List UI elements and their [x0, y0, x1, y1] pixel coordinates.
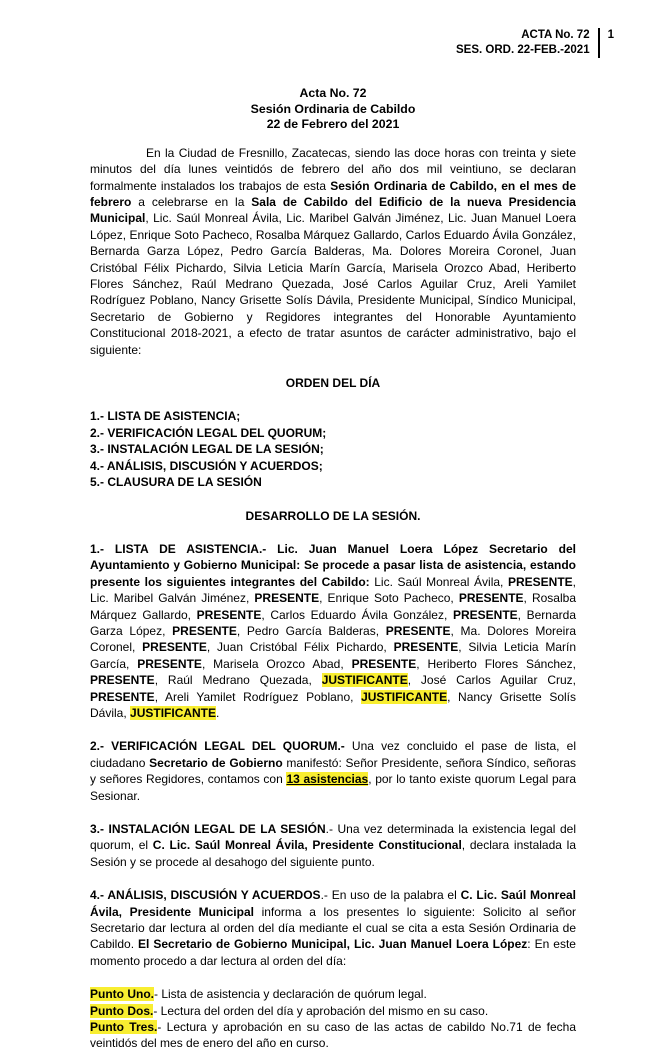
title-line-acta: Acta No. 72 — [299, 86, 367, 100]
text-segment: , declara instalada la Sesión y se procede al desahogo del siguiente punto. — [90, 838, 576, 869]
text-segment: manifestó: Señor Presidente, señora Síndico, señoras y señores Regidores, contamos con — [90, 755, 577, 787]
puntos-block — [90, 986, 576, 1052]
text-segment: Punto Tres. — [90, 1020, 158, 1035]
text-segment: PRESENTE — [385, 623, 451, 638]
text-segment: 2.- VERIFICACIÓN LEGAL DEL QUORUM.- — [90, 739, 352, 754]
orden-item-1: 1.- LISTA DE ASISTENCIA; — [90, 409, 241, 424]
text-segment: , Juan Cristóbal Félix Pichardo, — [206, 640, 394, 655]
text-segment: PRESENTE — [254, 591, 320, 606]
text-segment: , Marisela Orozco Abad, — [201, 656, 352, 671]
text-segment: PRESENTE — [393, 640, 459, 655]
text-segment: 4.- ANÁLISIS, DISCUSIÓN Y ACUERDOS — [90, 888, 321, 903]
text-segment: , Lic. Maribel Galván Jiménez, — [90, 574, 576, 606]
text-segment: Una vez concluido el pase de lista, el ciudadano — [90, 739, 576, 770]
text-segment: PRESENTE — [137, 656, 202, 671]
section-4-analisis-acuerdos — [90, 887, 576, 969]
intro-paragraph — [90, 145, 576, 358]
text-segment: PRESENTE — [172, 623, 237, 638]
text-segment: - Lectura del orden del día y aprobación del mismo en su caso. — [153, 1003, 489, 1018]
text-segment: , Lic. Saúl Monreal Ávila, Lic. Maribel Galván Jiménez, Lic. Juan Manuel Loera López, Enrique Soto Pacheco, Rosalba Márquez Gallardo, Carlos Eduardo Ávila González, Bernarda Garza López, Pedro García Balderas, Ma. Dolores Moreira Coronel, Juan Cristóbal Félix Pichardo, Silvia Leticia Marín García, Marisela Orozco Abad, Heriberto Flores Sánchez, Raúl Medrano Quezada, José Carlos Aguilar Cruz, Areli Yamilet Rodríguez Poblano, Nancy Grisette Solís Dávila, Presidente Municipal, Síndico Municipal, Secretario de Gobierno y Regidores integrantes del Honorable Ayuntamiento Constitucional 2018-2021, a efecto de tratar asuntos de carácter administrativo, bajo el siguiente: — [90, 211, 576, 357]
text-segment: JUSTIFICANTE — [130, 705, 217, 720]
text-segment: Lic. Saúl Monreal Ávila, — [374, 574, 508, 589]
text-segment: - Lista de asistencia y declaración de quórum legal. — [153, 987, 427, 1002]
page-header — [456, 28, 614, 58]
text-segment: 13 asistencias — [286, 772, 369, 787]
page-number: 1 — [607, 29, 614, 41]
text-segment: , Bernarda Garza López, — [90, 607, 576, 638]
text-segment: , Raúl Medrano Quezada, — [154, 673, 322, 688]
text-segment: Punto Dos. — [90, 1003, 154, 1018]
title-line-session: Sesión Ordinaria de Cabildo — [250, 101, 416, 116]
text-segment: Sala de Cabildo del Edificio de la nueva Presidencia Municipal — [90, 195, 576, 226]
header-lines — [456, 28, 590, 58]
text-segment: , Ma. Dolores Moreira Coronel, — [90, 623, 577, 655]
text-segment: . — [216, 705, 220, 720]
text-segment: Secretario de Gobierno — [149, 755, 283, 770]
text-segment: , Nancy Grisette Solís Dávila, — [90, 689, 576, 720]
section-3-instalacion-legal — [90, 821, 576, 870]
text-segment: PRESENTE — [452, 607, 518, 622]
orden-item-3: 3.- INSTALACIÓN LEGAL DE LA SESIÓN; — [90, 442, 324, 457]
text-segment: , Enrique Soto Pacheco, — [319, 591, 459, 606]
text-segment: PRESENTE — [458, 591, 524, 606]
title-line-date: 22 de Febrero del 2021 — [266, 117, 400, 132]
punto-dos-line — [90, 1003, 576, 1019]
text-segment: Punto Uno. — [90, 987, 154, 1002]
text-segment: PRESENTE — [90, 673, 155, 688]
text-segment: - Lectura y aprobación en su caso de las actas de cabildo No.71 de fecha veintidós del mes de enero del año en curso. — [90, 1020, 576, 1051]
text-segment: , Carlos Eduardo Ávila González, — [261, 607, 453, 622]
text-segment: 3.- INSTALACIÓN LEGAL DE LA SESIÓN — [90, 822, 326, 836]
orden-item-5: 5.- CLAUSURA DE LA SESIÓN — [90, 475, 262, 490]
orden-item-2: 2.- VERIFICACIÓN LEGAL DEL QUORUM; — [90, 425, 327, 440]
text-segment: a celebrarse en la — [131, 195, 252, 209]
session-line: SES. ORD. 22-FEB.-2021 — [456, 44, 590, 56]
text-segment: , Areli Yamilet Rodríguez Poblano, — [154, 689, 362, 704]
text-segment: JUSTIFICANTE — [361, 689, 448, 704]
orden-item-4: 4.- ANÁLISIS, DISCUSIÓN Y ACUERDOS; — [90, 458, 323, 473]
text-segment: , Heriberto Flores Sánchez, — [416, 656, 577, 671]
text-segment: PRESENTE — [351, 656, 417, 671]
text-segment: C. Lic. Saúl Monreal Ávila, Presidente Constitucional — [152, 838, 462, 853]
text-segment: PRESENTE — [90, 689, 155, 704]
text-segment: , Pedro García Balderas, — [236, 623, 386, 638]
text-segment: En la Ciudad de Fresnillo, Zacatecas, siendo las doce horas con treinta y siete minutos del día lunes veintidós de febrero del año dos mil veintiuno, se declaran formalmente instalados los trabajos de esta — [90, 145, 576, 193]
section-2-verificacion-quorum — [90, 738, 576, 804]
text-segment: : En este momento procedo a dar lectura al orden del día: — [90, 937, 576, 968]
text-segment: , Silvia Leticia Marín García, — [90, 640, 577, 671]
header-divider — [598, 28, 600, 58]
section-1-lista-asistencia — [90, 541, 576, 721]
text-segment: 1.- LISTA DE ASISTENCIA.- Lic. Juan Manuel Loera López Secretario del Ayuntamiento y Gobierno Municipal: Se procede a pasar lista de asistencia, estando presente los siguientes integrantes del Cabildo: — [90, 541, 576, 589]
text-segment: , por lo tanto existe quorum Legal para Sesionar. — [90, 772, 576, 803]
text-segment: .- Una vez determinada la existencia legal del quorum, el — [90, 822, 576, 853]
text-segment: El Secretario de Gobierno Municipal, Lic. Juan Manuel Loera López — [138, 937, 528, 952]
acta-number-line: ACTA No. 72 — [521, 29, 590, 41]
orden-del-dia-list — [90, 408, 576, 490]
text-segment: Sesión Ordinaria de Cabildo, en el mes de febrero — [90, 178, 577, 209]
heading-desarrollo: DESARROLLO DE LA SESIÓN. — [245, 508, 421, 523]
text-segment: PRESENTE — [507, 574, 573, 589]
text-segment: , José Carlos Aguilar Cruz, — [407, 673, 576, 688]
document-title — [90, 86, 576, 133]
text-segment: PRESENTE — [142, 640, 207, 655]
text-segment: , Rosalba Márquez Gallardo, — [90, 591, 576, 622]
text-segment: JUSTIFICANTE — [321, 673, 408, 688]
text-segment: informa a los presentes lo siguiente: Solicito al señor Secretario dar lectura al orden del día mediante el cual se cita a esta Sesión Ordinaria de Cabildo. — [90, 904, 576, 952]
document-content — [90, 86, 576, 1052]
text-segment: PRESENTE — [196, 607, 262, 622]
text-segment: .- En uso de la palabra el — [320, 888, 461, 903]
punto-uno-line — [90, 986, 576, 1002]
heading-orden-del-dia: ORDEN DEL DÍA — [285, 376, 381, 391]
text-segment: C. Lic. Saúl Monreal Ávila, Presidente Municipal — [90, 888, 576, 919]
